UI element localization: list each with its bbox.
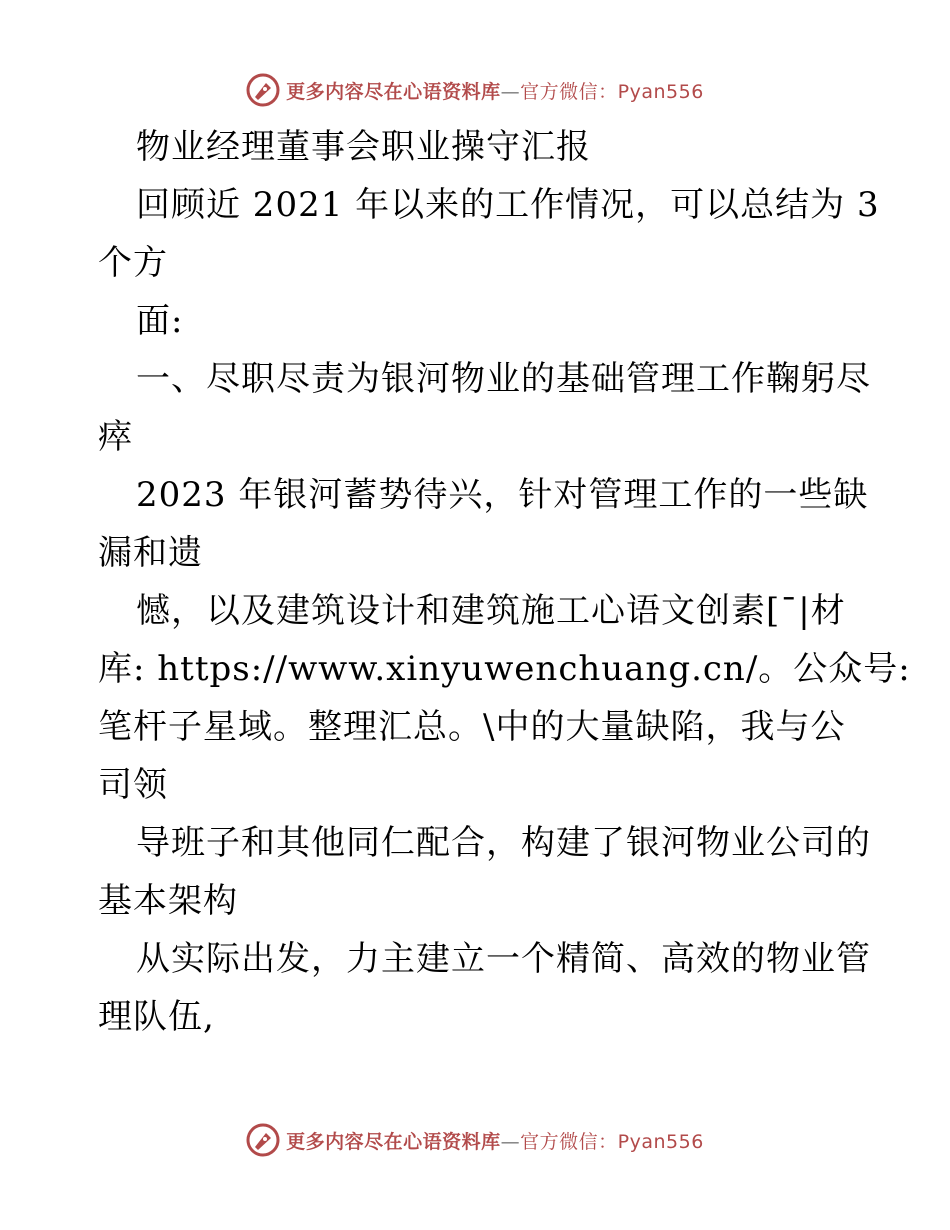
watermark-separator: —: [500, 80, 521, 103]
watermark-separator: —: [500, 1130, 521, 1153]
text-line: 回顾近 2021 年以来的工作情况，可以总结为 3: [136, 185, 880, 225]
text-line: 司领: [98, 765, 168, 805]
text-line: 面:: [136, 301, 184, 341]
text-line: 个方: [98, 243, 168, 283]
text-line: 理队伍,: [98, 997, 215, 1037]
text-line: 瘁: [98, 417, 133, 457]
watermark-main-text: 更多内容尽在心语资料库: [286, 1130, 501, 1153]
text-line: 憾，以及建筑设计和建筑施工心语文创素[¯|材: [136, 591, 846, 631]
watermark-main-text: 更多内容尽在心语资料库: [286, 80, 501, 103]
pen-nib-logo-icon: [246, 73, 280, 107]
text-line: 物业经理董事会职业操守汇报: [136, 127, 591, 167]
pen-nib-logo-icon: [246, 1123, 280, 1157]
text-line: 一、尽职尽责为银河物业的基础管理工作鞠躬尽: [136, 359, 871, 399]
text-line: 从实际出发，力主建立一个精简、高效的物业管: [136, 939, 871, 979]
text-line: 漏和遗: [98, 533, 203, 573]
text-line: 2023 年银河蓄势待兴，针对管理工作的一些缺: [136, 475, 869, 515]
document-body: [98, 118, 911, 1046]
text-line: 库: https://www.xinyuwenchuang.cn/。公众号:: [98, 649, 911, 689]
watermark-header: [0, 70, 950, 110]
watermark-footer: [0, 1120, 950, 1160]
watermark-contact: 官方微信：Pyan556: [520, 80, 704, 103]
watermark-contact: 官方微信：Pyan556: [520, 1130, 704, 1153]
text-line: 基本架构: [98, 881, 238, 921]
text-line: 导班子和其他同仁配合，构建了银河物业公司的: [136, 823, 871, 863]
text-line: 笔杆子星域。整理汇总。\中的大量缺陷，我与公: [98, 707, 846, 747]
